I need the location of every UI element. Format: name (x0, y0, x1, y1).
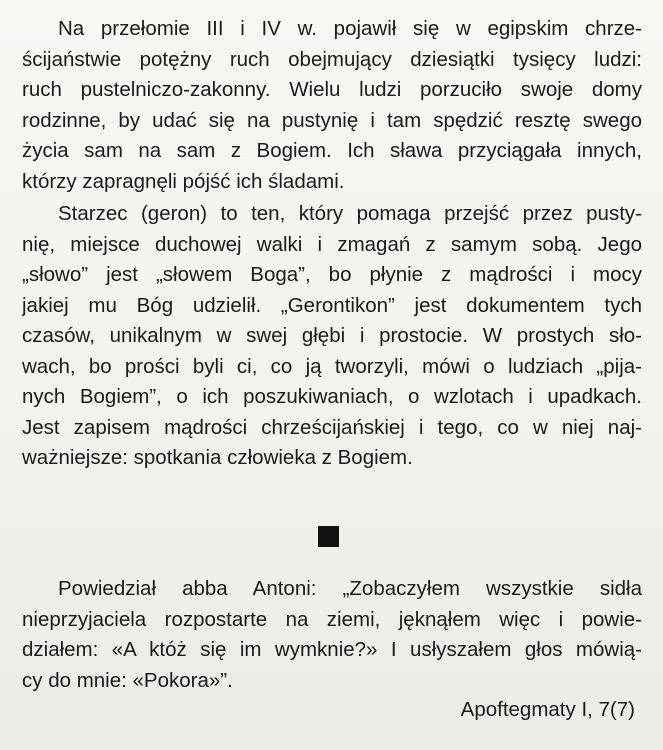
quote-line: cy do mnie: «Pokora»”. (22, 668, 233, 692)
text-line: nię, miejsce duchowej walki i zmagań z samym sobą. Jego (22, 232, 642, 256)
text-line: Na przełomie III i IV w. pojawił się w egipskim chrze- (58, 17, 642, 40)
text-line: Jest zapisem mądrości chrześcijańskiej i tego, co w niej naj- (22, 415, 642, 439)
intro-paragraph (22, 14, 642, 197)
text-line: ruch pustelniczo-zakonny. Wielu ludzi porzuciło swoje domy (22, 78, 642, 101)
apophthegm-quote (22, 574, 642, 696)
text-line: czasów, unikalnym w swej głębi i prostocie. W prostych sło- (22, 324, 642, 347)
quote-citation: Apoftegmaty I, 7(7) (460, 698, 635, 721)
section-separator-square (318, 526, 339, 547)
text-line: „słowo” jest „słowem Boga”, bo płynie z mądrości i mocy (22, 263, 642, 286)
text-line: jakiej mu Bóg udzielił. „Gerontikon” jest dokumentem tych (22, 293, 642, 317)
quote-line: nieprzyjaciela rozpostarte na ziemi, jęknąłem więc i powie- (22, 607, 642, 631)
text-line: ścijaństwie potężny ruch obejmujący dziesiątki tysięcy ludzi: (22, 47, 642, 71)
geron-paragraph (22, 199, 642, 474)
text-line: Starzec (geron) to ten, który pomaga przejść przez pusty- (58, 202, 642, 225)
text-line: nych Bogiem”, o ich poszukiwaniach, o wzlotach i upadkach. (22, 385, 642, 408)
quote-line: Powiedział abba Antoni: „Zobaczyłem wszystkie sidła (58, 577, 642, 600)
quote-line: działem: «A któż się im wymknie?» I usłyszałem głos mówią- (22, 638, 642, 661)
text-line: wach, bo prości byli ci, co ją tworzyli, mówi o ludziach „pija- (22, 354, 642, 378)
text-line: którzy zapragnęli pójść ich śladami. (22, 169, 345, 193)
text-line: rodzinne, by udać się na pustynię i tam spędzić resztę swego (22, 108, 642, 132)
text-line: ważniejsze: spotkania człowieka z Bogiem. (22, 446, 413, 469)
text-line: życia sam na sam z Bogiem. Ich sława przyciągała innych, (22, 139, 642, 162)
